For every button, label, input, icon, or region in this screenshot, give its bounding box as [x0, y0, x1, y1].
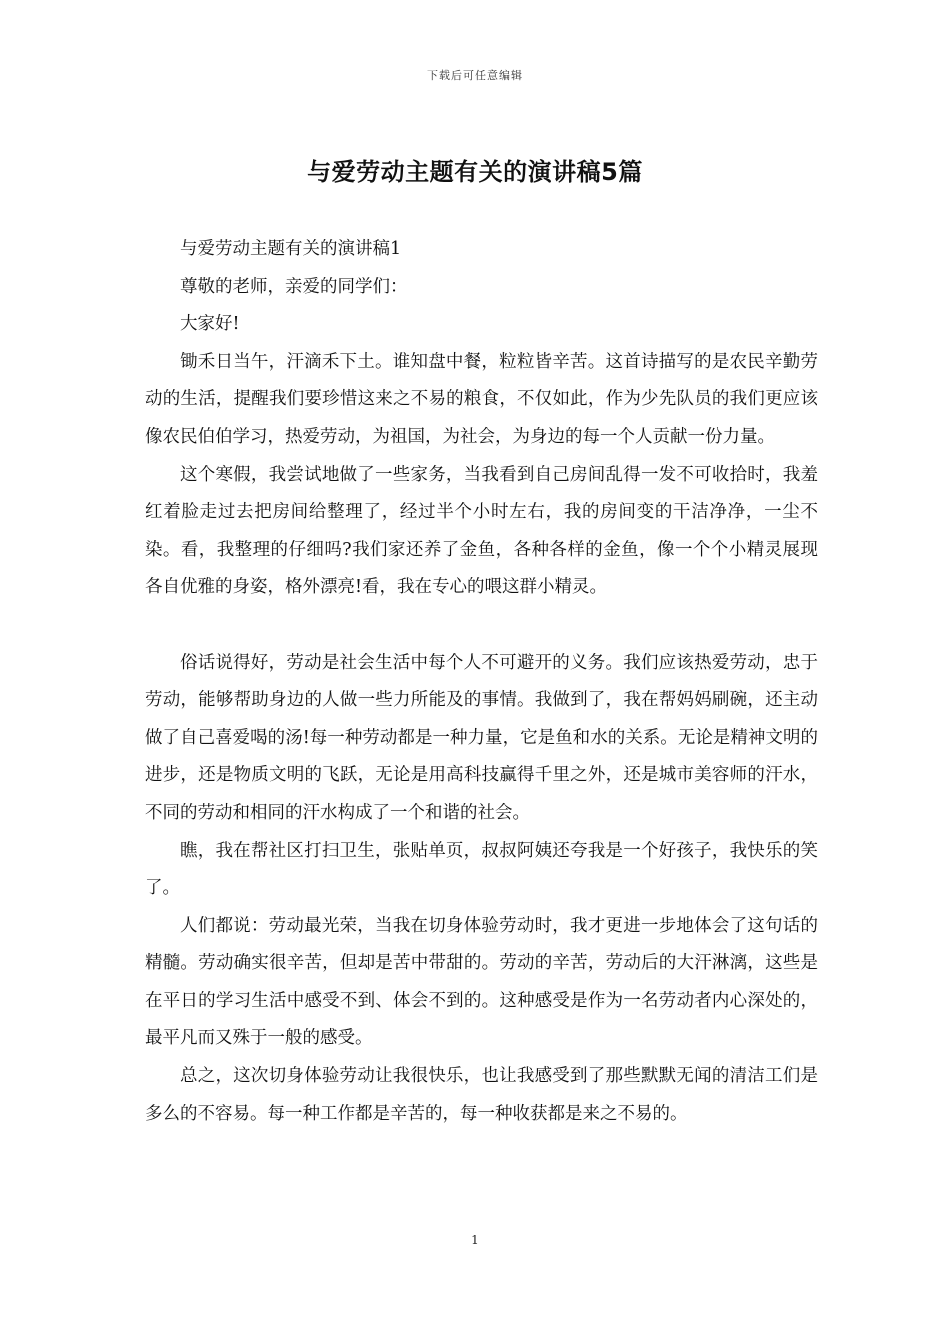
body-paragraph: 瞧，我在帮社区打扫卫生，张贴单页，叔叔阿姨还夸我是一个好孩子，我快乐的笑了。 — [145, 840, 818, 899]
page-number: 1 — [471, 1233, 479, 1247]
document-body — [145, 231, 818, 1133]
body-paragraph: 锄禾日当午，汗滴禾下土。谁知盘中餐，粒粒皆辛苦。这首诗描写的是农民辛勤劳动的生活，提醒我们要珍惜这来之不易的粮食，不仅如此，作为少先队员的我们更应该像农民伯伯学习，热爱劳动，为祖国，为社会，为身边的每一个人贡献一份力量。 — [145, 351, 818, 447]
document-title: 与爱劳动主题有关的演讲稿5篇 — [307, 158, 643, 186]
body-paragraph: 总之，这次切身体验劳动让我很快乐，也让我感受到了那些默默无闻的清洁工们是多么的不容易。每一种工作都是辛苦的，每一种收获都是来之不易的。 — [145, 1066, 818, 1124]
body-paragraph: 人们都说：劳动最光荣，当我在切身体验劳动时，我才更进一步地体会了这句话的精髓。劳动确实很辛苦，但却是苦中带甜的。劳动的辛苦，劳动后的大汗淋漓，这些是在平日的学习生活中感受不到、体会不到的。这种感受是作为一名劳动者内心深处的，最平凡而又殊于一般的感受。 — [145, 915, 818, 1049]
salutation: 尊敬的老师，亲爱的同学们： — [180, 276, 408, 297]
speech-subtitle: 与爱劳动主题有关的演讲稿1 — [180, 239, 402, 259]
body-paragraph: 这个寒假，我尝试地做了一些家务，当我看到自己房间乱得一发不可收拾时，我羞红着脸走过去把房间给整理了，经过半个小时左右，我的房间变的干洁净净，一尘不染。看，我整理的仔细吗?我们家还养了金鱼，各种各样的金鱼，像一个个小精灵展现各自优雅的身姿，格外漂亮!看，我在专心的喂这群小精灵。 — [145, 464, 818, 598]
page-header-note: 下载后可任意编辑 — [427, 69, 523, 82]
body-paragraph: 俗话说得好，劳动是社会生活中每个人不可避开的义务。我们应该热爱劳动，忠于劳动，能够帮助身边的人做一些力所能及的事情。我做到了，我在帮妈妈刷碗，还主动做了自己喜爱喝的汤!每一种劳动都是一种力量，它是鱼和水的关系。无论是精神文明的进步，还是物质文明的飞跃，无论是用高科技赢得千里之外，还是城市美容师的汗水，不同的劳动和相同的汗水构成了一个和谐的社会。 — [145, 652, 818, 823]
greeting: 大家好! — [180, 314, 240, 335]
